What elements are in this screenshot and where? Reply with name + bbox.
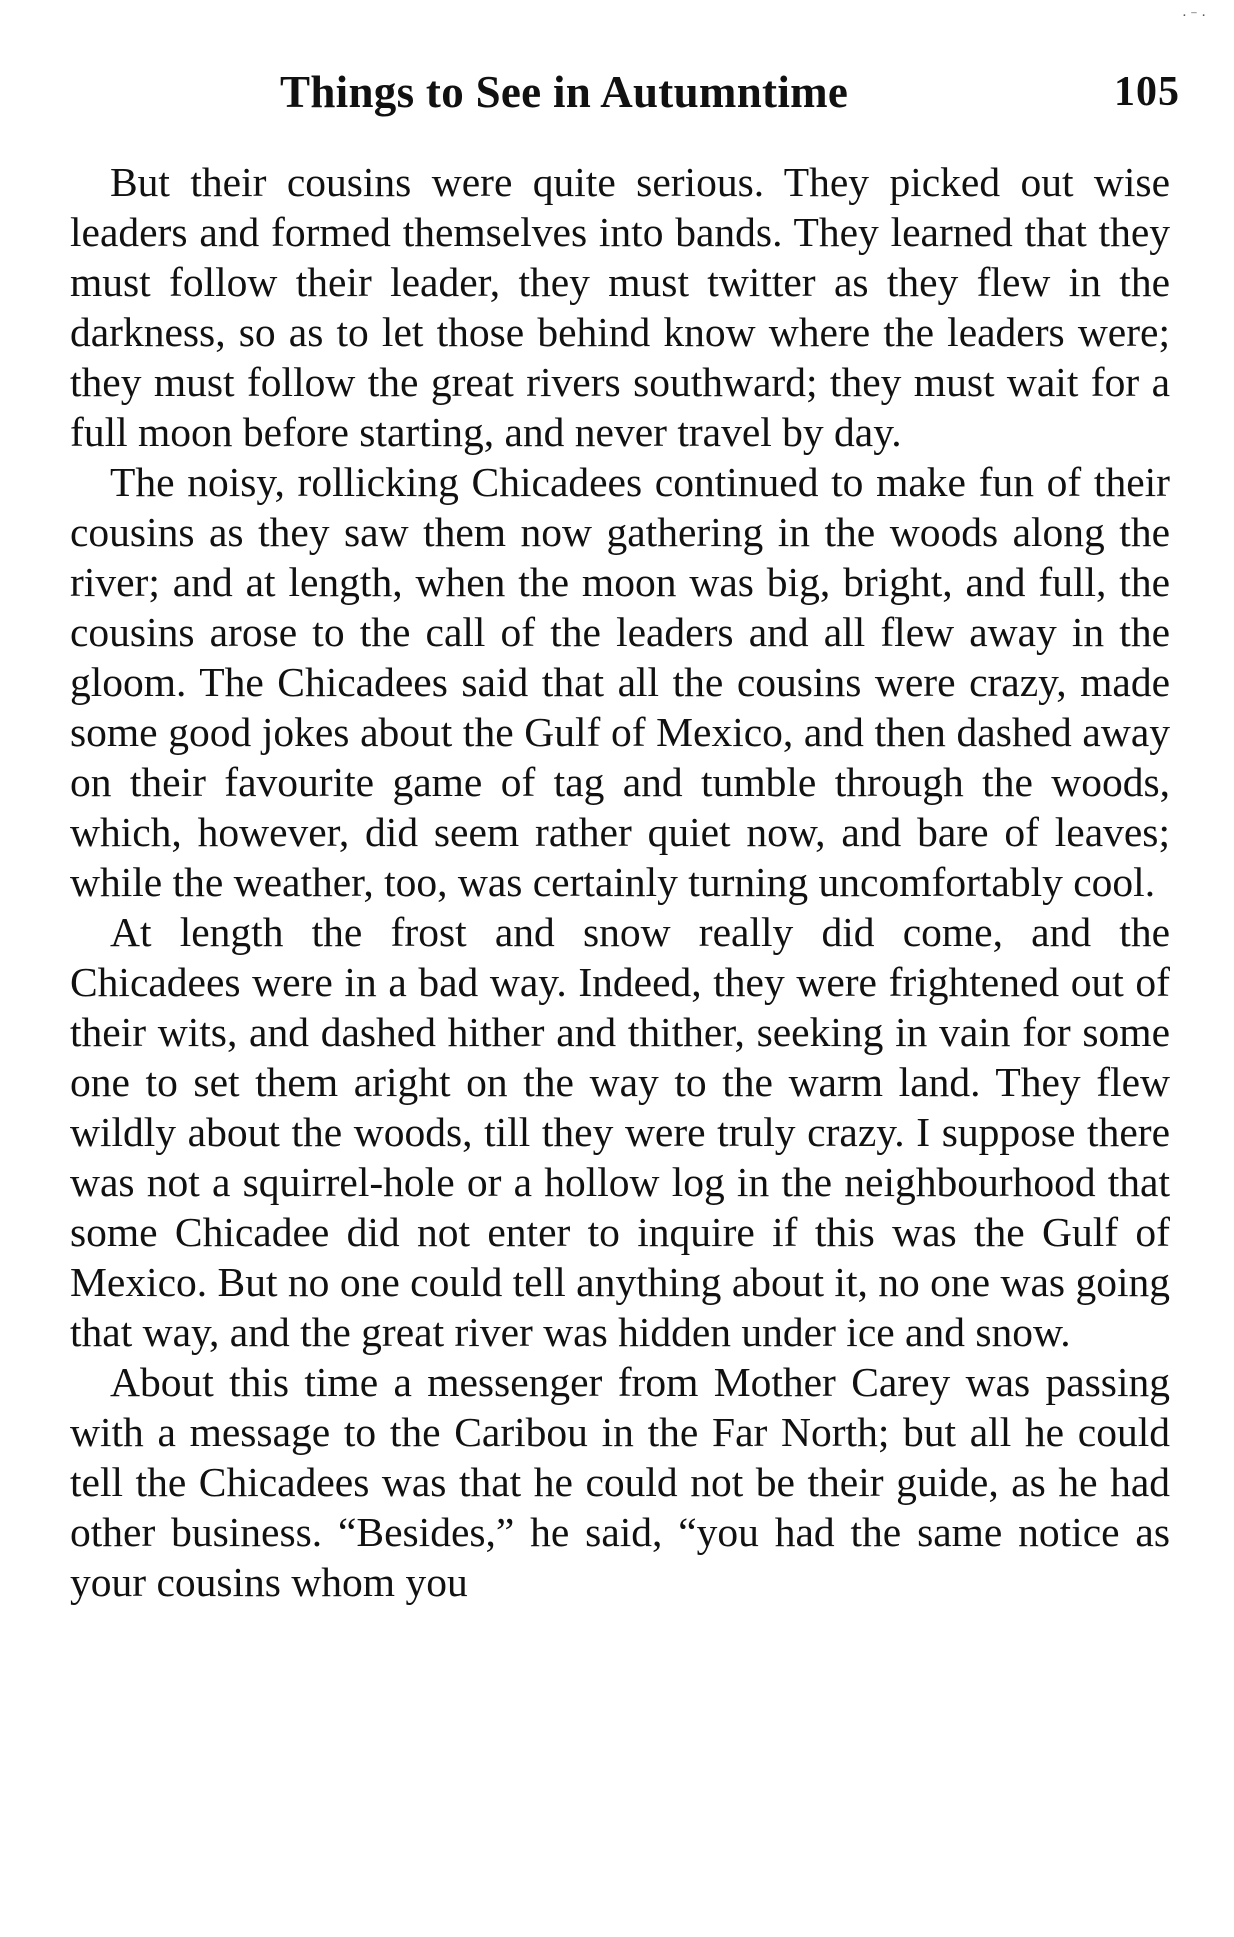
paragraph-2: The noisy, rollicking Chicadees continued to make fun of their cousins as they saw them now gathering in the woods along the river; and at length, when the moon was big, bright, and full, the cousins arose to the call of the leaders and all flew away in the gloom. The Chicadees said that all the cousins were crazy, made some good jokes about the Gulf of Mexico, and then dashed away on their favourite game of tag and tumble through the woods, which, however, did seem rather quiet now, and bare of leaves; while the weather, too, was certainly turning uncomfortably cool. bbox=[70, 459, 1170, 905]
paragraph-3: At length the frost and snow really did come, and the Chicadees were in a bad way. Indeed, they were frightened out of their wits, and dashed hither and thither, seeking in vain for some one to set them aright on the way to the warm land. They flew wildly about the woods, till they were truly crazy. I suppose there was not a squirrel-hole or a hollow log in the neighbourhood that some Chicadee did not enter to inquire if this was the Gulf of Mexico. But no one could tell anything about it, no one was going that way, and the great river was hidden under ice and snow. bbox=[70, 909, 1170, 1355]
scan-artifact: ⋅ ⁻ ⋅ bbox=[1182, 9, 1206, 24]
running-head bbox=[280, 66, 1180, 126]
paragraph-4: About this time a messenger from Mother Carey was passing with a message to the Caribou in the Far North; but all he could tell the Chicadees was that he could not be their guide, as he had other business. “Besides,” he said, “you had the same notice as your cousins whom you bbox=[70, 1359, 1170, 1605]
body-text bbox=[70, 157, 1170, 1607]
running-title: Things to See in Autumntime bbox=[280, 67, 849, 117]
paragraph-1: But their cousins were quite serious. They picked out wise leaders and formed themselves into bands. They learned that they must follow their leader, they must twitter as they flew in the darkness, so as to let those behind know where the leaders were; they must follow the great rivers southward; they must wait for a full moon before starting, and never travel by day. bbox=[70, 159, 1170, 455]
page-number: 105 bbox=[1114, 69, 1180, 115]
